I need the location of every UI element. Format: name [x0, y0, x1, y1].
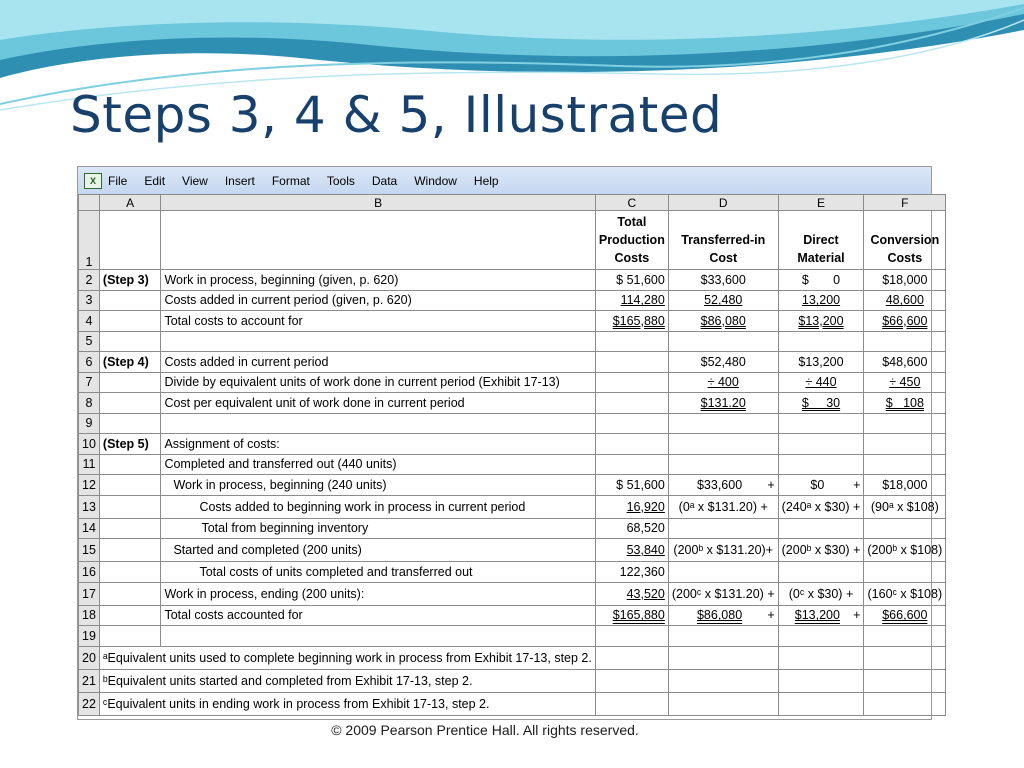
column-header-f[interactable]: F	[864, 195, 946, 211]
cell[interactable]	[668, 311, 778, 332]
cell-text: $ 0	[801, 272, 841, 287]
cell-text: ÷ 450	[889, 375, 921, 390]
cell[interactable]	[595, 413, 668, 434]
cell[interactable]	[778, 311, 864, 332]
table-row	[79, 669, 946, 692]
table-row	[79, 582, 946, 605]
cell[interactable]	[864, 434, 946, 455]
table-row	[79, 454, 946, 475]
plus-sign: +	[853, 543, 861, 557]
column-header-d[interactable]: D	[668, 195, 778, 211]
cell-text: $ 30	[801, 395, 841, 410]
row-header[interactable]: 11	[79, 454, 100, 475]
cell[interactable]	[668, 434, 778, 455]
cell[interactable]	[595, 454, 668, 475]
table-row	[79, 605, 946, 626]
cell[interactable]	[778, 495, 864, 518]
cell-text: $131.20	[700, 395, 746, 410]
column-header-b[interactable]: B	[161, 195, 595, 211]
menu-edit[interactable]: Edit	[144, 173, 166, 188]
table-row	[79, 413, 946, 434]
cell[interactable]	[668, 539, 778, 562]
excel-app-icon[interactable]: X	[84, 173, 102, 189]
cell[interactable]	[778, 626, 864, 647]
table-row	[79, 518, 946, 539]
cell-text: (240ᵃ x $30)	[781, 499, 850, 514]
plus-sign: +	[767, 586, 775, 601]
cell[interactable]	[778, 692, 864, 715]
cell[interactable]: $52,480	[668, 352, 778, 373]
cell-text: 13,200	[801, 293, 841, 308]
cell-text: 53,840	[626, 543, 665, 557]
table-row	[79, 270, 946, 291]
cell[interactable]	[595, 605, 668, 626]
cell[interactable]: $48,600	[864, 352, 946, 373]
cell[interactable]	[161, 331, 595, 352]
cell[interactable]	[864, 692, 946, 715]
row-header[interactable]: 6	[79, 352, 100, 373]
cell[interactable]: Divide by equivalent units of work done in current period (Exhibit 17-13)	[161, 372, 595, 393]
cell[interactable]	[864, 626, 946, 647]
cell[interactable]	[668, 495, 778, 518]
cell[interactable]	[778, 475, 864, 496]
cell[interactable]	[668, 290, 778, 311]
cell[interactable]	[99, 518, 161, 539]
cell[interactable]	[778, 669, 864, 692]
plus-sign: +	[853, 608, 861, 623]
cell-text: 114,280	[620, 293, 665, 308]
row-header[interactable]: 2	[79, 270, 100, 291]
cell[interactable]	[668, 393, 778, 414]
cell[interactable]	[668, 372, 778, 393]
plus-sign: +	[853, 477, 861, 492]
cell[interactable]	[864, 413, 946, 434]
cell[interactable]: $13,200	[778, 352, 864, 373]
cell[interactable]	[778, 582, 864, 605]
cell[interactable]	[595, 626, 668, 647]
cell[interactable]	[864, 562, 946, 583]
worksheet-grid	[78, 194, 946, 716]
menu-file[interactable]: File	[108, 173, 128, 188]
cell-text: (0ᶜ x $30)	[788, 586, 843, 601]
cell-text: $165,880	[612, 313, 665, 328]
row-header[interactable]: 21	[79, 669, 100, 692]
cell[interactable]	[668, 413, 778, 434]
cell[interactable]	[668, 331, 778, 352]
row-header[interactable]: 5	[79, 331, 100, 352]
table-row	[79, 562, 946, 583]
cell-text: $ 108	[885, 395, 924, 410]
cell-text: $0	[810, 477, 825, 492]
cell[interactable]	[595, 290, 668, 311]
cell-text: (200ᵇ x $131.20)	[673, 543, 766, 557]
row-header[interactable]: 20	[79, 646, 100, 669]
cell[interactable]	[668, 669, 778, 692]
cell[interactable]	[778, 393, 864, 414]
cell-text: $86,080	[700, 313, 746, 328]
cell[interactable]	[778, 539, 864, 562]
cell-text: $86,080	[696, 608, 743, 623]
cell[interactable]	[99, 626, 161, 647]
cell[interactable]: 122,360	[595, 562, 668, 583]
cell[interactable]	[99, 539, 161, 562]
cell-text: $13,200	[794, 608, 840, 623]
cell[interactable]	[595, 495, 668, 518]
cell[interactable]	[595, 352, 668, 373]
cell[interactable]: $ 51,600	[595, 270, 668, 291]
cell[interactable]	[864, 290, 946, 311]
cell[interactable]	[595, 331, 668, 352]
table-row	[79, 211, 946, 270]
cell[interactable]	[99, 562, 161, 583]
cell[interactable]	[778, 290, 864, 311]
cell-text: 52,480	[704, 293, 743, 308]
cell-text: ÷ 400	[707, 375, 739, 390]
cell[interactable]	[99, 582, 161, 605]
table-row	[79, 539, 946, 562]
cell[interactable]: Total costs accounted for	[161, 605, 595, 626]
cell[interactable]	[99, 413, 161, 434]
cell[interactable]: Total costs of units completed and transferred out	[161, 562, 595, 583]
cell[interactable]	[161, 211, 595, 270]
cell[interactable]	[99, 605, 161, 626]
cell[interactable]: (Step 3)	[99, 270, 161, 291]
menu-format[interactable]: Format	[271, 173, 310, 188]
cell-text: 48,600	[885, 293, 924, 308]
cell[interactable]	[595, 582, 668, 605]
cell[interactable]: Costs added to beginning work in process in current period	[161, 495, 595, 518]
cell[interactable]	[778, 646, 864, 669]
footnote-a-cell[interactable]: ᵃEquivalent units used to complete beginning work in process from Exhibit 17-13, step 2.	[99, 646, 595, 669]
copyright-text: © 2009 Pearson Prentice Hall. All rights reserved.	[331, 722, 639, 738]
cell[interactable]	[778, 372, 864, 393]
cell[interactable]	[668, 475, 778, 496]
cell[interactable]: Cost per equivalent unit of work done in current period	[161, 393, 595, 414]
table-row	[79, 372, 946, 393]
cell[interactable]	[864, 605, 946, 626]
cell[interactable]	[595, 646, 668, 669]
cell[interactable]	[668, 582, 778, 605]
cell-text: 43,520	[626, 586, 665, 601]
menu-insert[interactable]: Insert	[224, 173, 255, 188]
cell-text: $66,600	[882, 313, 928, 328]
row-header[interactable]: 18	[79, 605, 100, 626]
cell[interactable]	[99, 454, 161, 475]
header-transferred-in-cost[interactable]: Transferred-in Cost	[668, 211, 778, 270]
cell[interactable]: Work in process, ending (200 units):	[161, 582, 595, 605]
cell[interactable]	[864, 518, 946, 539]
cell[interactable]	[595, 434, 668, 455]
row-header[interactable]: 16	[79, 562, 100, 583]
cell[interactable]	[595, 393, 668, 414]
cell[interactable]	[778, 605, 864, 626]
row-header[interactable]: 9	[79, 413, 100, 434]
spreadsheet-window	[77, 166, 943, 720]
cell[interactable]	[99, 495, 161, 518]
menu-help[interactable]: Help	[473, 173, 499, 188]
cell[interactable]: $33,600	[668, 270, 778, 291]
cell[interactable]: Total costs to account for	[161, 311, 595, 332]
cell[interactable]	[668, 692, 778, 715]
cell[interactable]: (Step 5)	[99, 434, 161, 455]
column-header-row	[79, 195, 946, 211]
cell[interactable]	[99, 290, 161, 311]
table-row	[79, 434, 946, 455]
cell[interactable]	[668, 454, 778, 475]
cell[interactable]	[99, 475, 161, 496]
cell-text: $66,600	[882, 608, 928, 623]
cell[interactable]	[595, 311, 668, 332]
cell[interactable]	[864, 454, 946, 475]
menu-data[interactable]: Data	[371, 173, 398, 188]
row-header[interactable]: 4	[79, 311, 100, 332]
cell-text: $33,600	[696, 477, 743, 492]
cell[interactable]	[864, 669, 946, 692]
header-conversion-costs[interactable]: Conversion Costs	[864, 211, 946, 270]
copyright-footer	[0, 722, 970, 738]
row-header[interactable]: 12	[79, 475, 100, 496]
plus-sign: +	[853, 499, 861, 514]
row-header[interactable]: 7	[79, 372, 100, 393]
table-row	[79, 495, 946, 518]
cell-text: (200ᵇ x $30)	[781, 543, 850, 557]
cell-text: 16,920	[626, 499, 665, 514]
cell[interactable]	[864, 331, 946, 352]
cell[interactable]	[668, 562, 778, 583]
cell[interactable]	[595, 669, 668, 692]
cell[interactable]	[864, 372, 946, 393]
table-row	[79, 626, 946, 647]
table-row	[79, 352, 946, 373]
cell[interactable]	[595, 692, 668, 715]
row-header[interactable]: 14	[79, 518, 100, 539]
table-row	[79, 311, 946, 332]
header-direct-material[interactable]: Direct Material	[778, 211, 864, 270]
cell[interactable]	[864, 646, 946, 669]
menu-tools[interactable]: Tools	[326, 173, 355, 188]
cell[interactable]: $18,000	[864, 270, 946, 291]
plus-sign: +	[767, 608, 775, 623]
cell[interactable]	[161, 413, 595, 434]
table-row	[79, 290, 946, 311]
select-all-corner[interactable]	[79, 195, 100, 211]
table-row	[79, 646, 946, 669]
menu-view[interactable]: View	[182, 173, 208, 188]
cell[interactable]: Assignment of costs:	[161, 434, 595, 455]
cell[interactable]: $18,000	[864, 475, 946, 496]
menu-bar	[78, 167, 931, 194]
row-header[interactable]: 15	[79, 539, 100, 562]
cell[interactable]	[864, 311, 946, 332]
cell-text: (0ᵃ x $131.20)	[678, 499, 757, 514]
cell[interactable]: (200ᵇ x $108)	[864, 539, 946, 562]
cell[interactable]	[778, 413, 864, 434]
cell[interactable]	[595, 539, 668, 562]
column-header-a[interactable]: A	[99, 195, 161, 211]
plus-sign: +	[760, 499, 768, 514]
row-header[interactable]: 13	[79, 495, 100, 518]
plus-sign: +	[765, 543, 774, 557]
cell[interactable]	[778, 434, 864, 455]
row-header[interactable]: 22	[79, 692, 100, 715]
plus-sign: +	[767, 477, 775, 492]
cell[interactable]: 68,520	[595, 518, 668, 539]
cell[interactable]: (90ᵃ x $108)	[864, 495, 946, 518]
cell[interactable]: Completed and transferred out (440 units)	[161, 454, 595, 475]
cell[interactable]	[595, 372, 668, 393]
cell[interactable]	[668, 518, 778, 539]
cell[interactable]: (160ᶜ x $108)	[864, 582, 946, 605]
menu-window[interactable]: Window	[414, 173, 457, 188]
cell[interactable]	[778, 562, 864, 583]
cell[interactable]	[778, 270, 864, 291]
row-header[interactable]: 19	[79, 626, 100, 647]
cell[interactable]: Work in process, beginning (given, p. 620)	[161, 270, 595, 291]
column-header-c[interactable]: C	[595, 195, 668, 211]
cell[interactable]: Costs added in current period	[161, 352, 595, 373]
row-header[interactable]: 8	[79, 393, 100, 414]
cell[interactable]	[864, 393, 946, 414]
cell[interactable]	[99, 372, 161, 393]
cell[interactable]: Total from beginning inventory	[161, 518, 595, 539]
cell[interactable]	[668, 646, 778, 669]
header-total-production-costs[interactable]: Total Production Costs	[595, 211, 668, 270]
slide-title: Steps 3, 4 & 5, Illustrated	[70, 86, 723, 144]
cell[interactable]	[99, 311, 161, 332]
cell[interactable]	[99, 211, 161, 270]
footnote-b-cell[interactable]: ᵇEquivalent units started and completed from Exhibit 17-13, step 2.	[99, 669, 595, 692]
cell[interactable]	[668, 626, 778, 647]
row-header[interactable]: 17	[79, 582, 100, 605]
table-row	[79, 475, 946, 496]
plus-sign: +	[845, 586, 854, 601]
cell[interactable]	[668, 605, 778, 626]
cell-text: (200ᶜ x $131.20)	[671, 586, 764, 601]
cell-text: ÷ 440	[805, 375, 837, 390]
cell-text: $165,880	[612, 608, 665, 623]
cell[interactable]	[778, 518, 864, 539]
cell[interactable]	[99, 393, 161, 414]
footnote-c-cell[interactable]: ᶜEquivalent units in ending work in process from Exhibit 17-13, step 2.	[99, 692, 595, 715]
row-header[interactable]: 3	[79, 290, 100, 311]
row-header[interactable]: 10	[79, 434, 100, 455]
cell[interactable]	[99, 331, 161, 352]
cell[interactable]: $ 51,600	[595, 475, 668, 496]
table-row	[79, 331, 946, 352]
cell[interactable]: Costs added in current period (given, p. 620)	[161, 290, 595, 311]
cell[interactable]: Started and completed (200 units)	[161, 539, 595, 562]
cell[interactable]	[161, 626, 595, 647]
cell[interactable]: (Step 4)	[99, 352, 161, 373]
column-header-e[interactable]: E	[778, 195, 864, 211]
cell[interactable]	[778, 331, 864, 352]
row-header[interactable]: 1	[79, 211, 100, 270]
table-row	[79, 393, 946, 414]
cell[interactable]	[778, 454, 864, 475]
table-row	[79, 692, 946, 715]
cell-text: $13,200	[798, 313, 844, 328]
cell[interactable]: Work in process, beginning (240 units)	[161, 475, 595, 496]
